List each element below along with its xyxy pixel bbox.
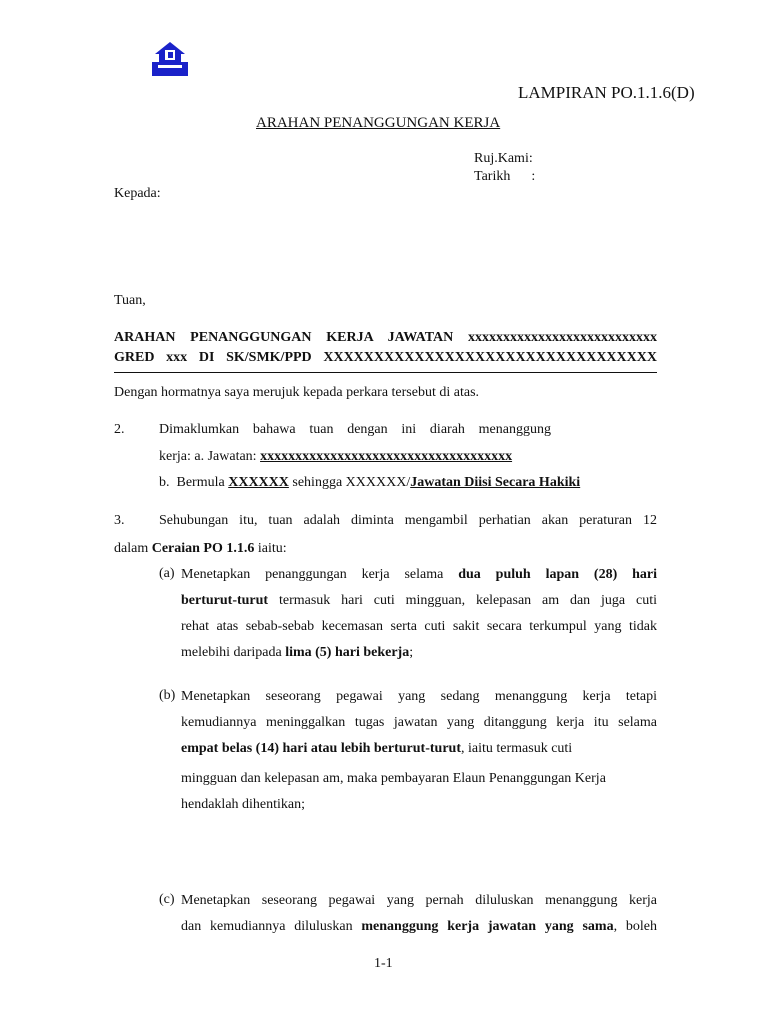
item-c-text xyxy=(181,888,657,940)
item-a-line-3: rehat atas sebab-sebab kecemasan serta cuti sakit secara terkumpul yang tidak xyxy=(181,619,657,634)
item-b-line-1: Menetapkan seseorang pegawai yang sedang menanggung kerja tetapi xyxy=(181,689,657,704)
document-title: ARAHAN PENANGGUNGAN KERJA xyxy=(256,115,501,131)
appendix-reference: LAMPIRAN PO.1.1.6(D) xyxy=(518,83,695,102)
item-c-end-2: , boleh xyxy=(613,919,657,934)
item-c-text-2: dan kemudiannya diluluskan xyxy=(181,919,362,934)
sehingga-text: sehingga XXXXXX/ xyxy=(288,475,411,490)
para-2-number: 2. xyxy=(114,422,125,437)
item-a-text-1: Menetapkan penanggungan kerja selama xyxy=(181,567,459,582)
item-a-bold-2: berturut-turut xyxy=(181,593,269,608)
para-3-line-2 xyxy=(114,541,287,557)
salutation: Tuan, xyxy=(114,293,146,308)
item-b-line-5: hendaklah dihentikan; xyxy=(181,797,306,812)
tarikh-label: Tarikh : xyxy=(474,169,536,184)
item-a-end: ; xyxy=(409,645,414,660)
subject-line-2: GRED xxx DI SK/SMK/PPD XXXXXXXXXXXXXXXXXXXXXXXXXXXXXXXXX xyxy=(114,350,657,365)
dalam-text: dalam xyxy=(114,541,152,556)
item-b-text-3: , iaitu termasuk cuti xyxy=(461,741,573,756)
jawatan-label: kerja: a. Jawatan: xyxy=(159,449,261,464)
subject-heading xyxy=(114,328,657,373)
item-a-line-1 xyxy=(181,562,657,588)
item-c-line-2 xyxy=(181,914,657,940)
item-c-bold-2: menanggung kerja jawatan yang sama xyxy=(361,919,614,934)
opening-paragraph: Dengan hormatnya saya merujuk kepada perkara tersebut di atas. xyxy=(114,385,480,400)
start-date-value: XXXXXX xyxy=(228,475,289,490)
item-c-line-1: Menetapkan seseorang pegawai yang pernah diluluskan menanggung kerja xyxy=(181,893,657,908)
end-condition-value: Jawatan Diisi Secara Hakiki xyxy=(410,475,581,490)
bermula-label: b. Bermula xyxy=(159,475,229,490)
subject-line-1: ARAHAN PENANGGUNGAN KERJA JAWATAN xxxxxxxxxxxxxxxxxxxxxxxxxxx xyxy=(114,330,657,345)
item-b-line-2: kemudiannya meninggalkan tugas jawatan yang ditanggung kerja itu selama xyxy=(181,715,657,730)
item-a-bold-1: dua puluh lapan (28) hari xyxy=(458,567,657,582)
page-number: 1-1 xyxy=(374,956,393,971)
item-b-line-4: mingguan dan kelepasan am, maka pembayaran Elaun Penanggungan Kerja xyxy=(181,771,606,786)
para-3-number: 3. xyxy=(114,513,125,528)
para-2-line-1: Dimaklumkan bahawa tuan dengan ini diarah menanggung xyxy=(159,422,551,437)
reference-block xyxy=(474,150,535,186)
item-a-text-4: melebihi daripada xyxy=(181,645,286,660)
item-c-label: (c) xyxy=(159,892,175,907)
item-a-line-2 xyxy=(181,588,657,614)
recipient-label: Kepada: xyxy=(114,186,161,201)
item-a-text xyxy=(181,562,657,666)
iaitu-text: iaitu: xyxy=(254,541,287,556)
item-b-label: (b) xyxy=(159,688,176,703)
house-logo-icon xyxy=(150,40,190,78)
ruj-kami-label: Ruj.Kami: xyxy=(474,151,533,166)
para-2-line-3 xyxy=(159,475,580,491)
item-a-bold-4: lima (5) hari bekerja xyxy=(285,645,410,660)
item-a-label: (a) xyxy=(159,566,175,581)
item-a-text-2: termasuk hari cuti mingguan, kelepasan am dan juga cuti xyxy=(268,593,657,608)
item-b-bold-3: empat belas (14) hari atau lebih berturut-turut xyxy=(181,741,461,756)
para-2-line-2 xyxy=(159,449,512,465)
para-3-line-1: Sehubungan itu, tuan adalah diminta mengambil perhatian akan peraturan 12 xyxy=(159,513,657,528)
item-b-text xyxy=(181,684,657,818)
ceraian-reference: Ceraian PO 1.1.6 xyxy=(151,541,255,556)
jawatan-value: xxxxxxxxxxxxxxxxxxxxxxxxxxxxxxxxxxxx xyxy=(260,449,513,464)
item-b-line-3 xyxy=(181,736,657,762)
item-a-line-4 xyxy=(181,640,657,666)
